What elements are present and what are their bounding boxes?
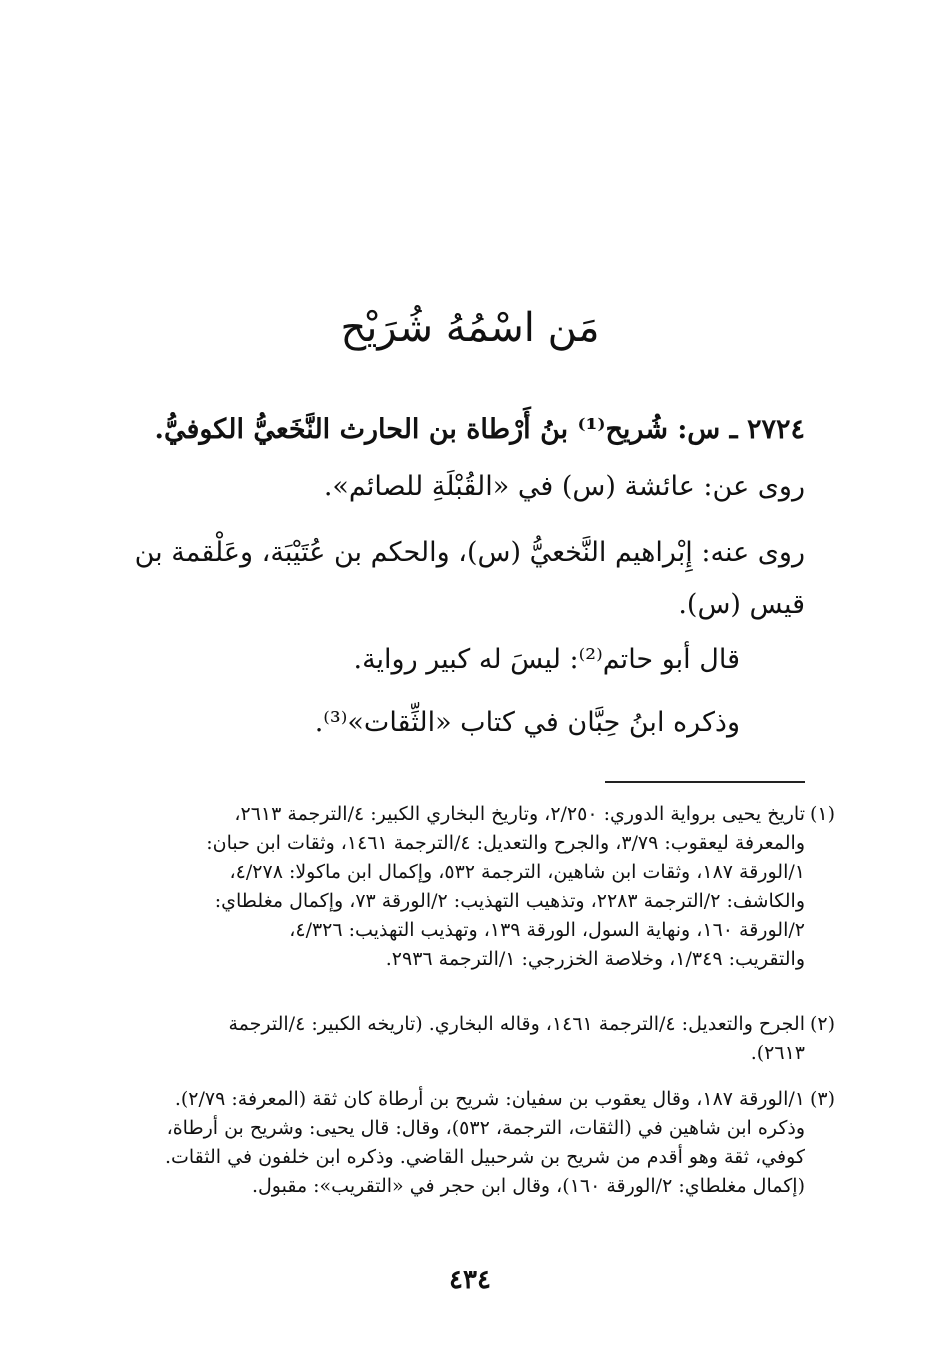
footnote-3-line: (إكمال مغلطاي: ٢/الورقة ١٦٠)، وقال ابن حجر في «التقريب»: مقبول. [251,1175,805,1197]
footnote-3 [100,1085,835,1201]
footnote-3-line: وذكره ابن شاهين في (الثقات، الترجمة، ٥٣٢)، وقال: قال يحيى: وشريح بن أرطاة، [166,1117,805,1139]
footnote-1-number: (١) [809,803,835,825]
footnote-1-text [100,800,805,974]
abu-hatim-quote: قال أبو حاتم⁽²⁾: ليسَ له كبير رواية. [353,644,740,675]
footnote-1 [100,800,835,974]
footnote-1-line: تاريخ يحيى برواية الدوري: ٢/٢٥٠، وتاريخ البخاري الكبير: ٤/الترجمة ٢٦١٣، [234,803,805,825]
narrated-from-line: روى عن: عائشة (س) في «القُبْلَةِ للصائم». [323,471,805,502]
footnote-1-line: والكاشف: ٢/الترجمة ٢٢٨٣، وتذهيب التهذيب: ٢/الورقة ٧٣، وإكمال مغلطاي: [214,890,805,912]
narrated-by-line: روى عنه: إِبْراهيم النَّخعيُّ (س)، والحكم بن عُتَيْبَة، وعَلْقمة بن [134,537,805,568]
footnote-2-text [100,1010,805,1068]
footnote-3-text [100,1085,805,1201]
footnote-3-number: (٣) [809,1088,835,1110]
narrated-by-line-cont: قيس (س). [678,589,805,620]
section-heading: مَن اسْمُهُ شُرَيْح [340,305,600,351]
entry-title-line [155,410,805,450]
footnote-2-line: ٢٦١٣). [750,1042,805,1064]
footnote-1-line: والتقريب: ١/٣٤٩، وخلاصة الخزرجي: ١/الترجمة ٢٩٣٦. [385,948,805,970]
footnote-3-line: كوفي، ثقة وهو أقدم من شريح بن شرحبيل القاضي. وذكره ابن خلفون في الثقات. [164,1146,805,1168]
footnote-separator [605,781,805,783]
footnote-3-line: ١/الورقة ١٨٧، وقال يعقوب بن سفيان: شريح بن أرطاة كان ثقة (المعرفة: ٢/٧٩). [174,1088,805,1110]
footnote-1-line: ٢/الورقة ١٦٠، ونهاية السول، الورقة ١٣٩، وتهذيب التهذيب: ٤/٣٢٦، [289,919,805,941]
footnote-2-line: الجرح والتعديل: ٤/الترجمة ١٤٦١، وقاله البخاري. (تاريخه الكبير: ٤/الترجمة [228,1013,805,1035]
footnote-2-number: (٢) [809,1013,835,1035]
entry-text-1: ٢٧٢٤ ـ س: شُريح⁽¹⁾ بنُ أَرْطاة بن الحارث النَّخَعيُّ الكوفيُّ. [154,414,805,445]
ibn-hibban-line: وذكره ابنُ حِبَّان في كتاب «الثِّقات»⁽³⁾. [314,707,740,738]
footnote-1-line: والمعرفة ليعقوب: ٣/٧٩، والجرح والتعديل: ٤/الترجمة ١٤٦١، وثقات ابن حبان: [206,832,805,854]
footnote-2 [100,1010,835,1068]
page-number: ٤٣٤ [449,1265,491,1295]
footnote-1-line: ١/الورقة ١٨٧، وثقات ابن شاهين، الترجمة ٥٣٢، وإكمال ابن ماكولا: ٤/٢٧٨، [229,861,805,883]
